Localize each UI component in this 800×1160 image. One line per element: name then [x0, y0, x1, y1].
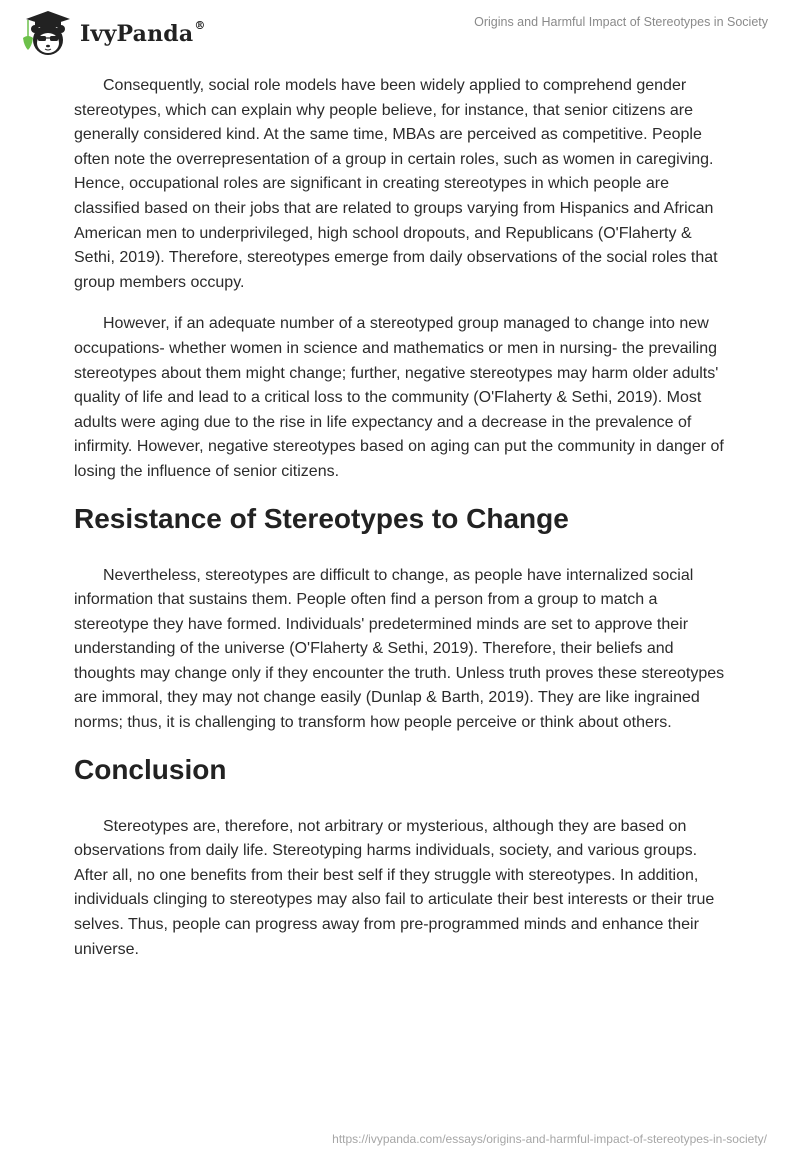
section-heading-resistance: Resistance of Stereotypes to Change — [74, 502, 569, 534]
ivypanda-logo[interactable] — [18, 8, 206, 58]
paragraph-conclusion: Stereotypes are, therefore, not arbitrary or mysterious, although they are based on observations from daily life. Stereotyping harms individuals, society, and various groups. After all, no one benefits from their best self if they struggle with stereotypes. In addition, individuals clinging to stereotypes may also fail to articulate their best interests or their true selves. Thus, people can progress away from pre-programmed minds and enhance their universe. — [74, 817, 715, 958]
paragraph-resistance: Nevertheless, stereotypes are difficult to change, as people have internalized social information that sustains them. People often find a person from a group to match a stereotype they have formed. Individuals' predetermined minds are set to approve their understanding of the universe (O'Flaherty & Sethi, 2019). Therefore, their beliefs and thoughts may change only if they encounter the truth. Unless truth proves these stereotypes are immoral, they may not change easily (Dunlap & Barth, 2019). They are like ingrained norms; thus, it is challenging to transform how people perceive or think about others. — [74, 566, 725, 732]
section-heading-conclusion: Conclusion — [74, 753, 227, 785]
document-title: Origins and Harmful Impact of Stereotypes in Society — [474, 15, 768, 29]
paragraph-social-roles: Consequently, social role models have been widely applied to comprehend gender stereotypes, which can explain why people believe, for instance, that senior citizens are generally considered kind. At the same time, MBAs are perceived as competitive. People often note the overrepresentation of a group in certain roles, such as women in caregiving. Hence, occupational roles are significant in creating stereotypes in which people are classified based on their jobs that are related to groups varying from Hispanics and African American men to underprivileged, high school dropouts, and Republicans (O'Flaherty & Sethi, 2019). Therefore, stereotypes emerge from daily observations of the social roles that group members occupy. — [74, 77, 718, 291]
paragraph-occupation-change: However, if an adequate number of a stereotyped group managed to change into new occupations- whether women in science and mathematics or men in nursing- the prevailing stereotypes about them might change; further, negative stereotypes may harm older adults' quality of life and lead to a critical loss to the community (O'Flaherty & Sethi, 2019). Most adults were aging due to the rise in life expectancy and a decrease in the prevalence of infirmity. However, negative stereotypes based on aging can put the community in danger of losing the influence of senior citizens. — [74, 315, 724, 480]
page-header — [0, 0, 800, 60]
source-url-link[interactable]: https://ivypanda.com/essays/origins-and-harmful-impact-of-stereotypes-in-society/ — [332, 1132, 767, 1146]
essay-content — [74, 74, 730, 979]
panda-graduate-icon — [18, 8, 76, 58]
logo-wordmark: IvyPanda® — [80, 18, 206, 47]
